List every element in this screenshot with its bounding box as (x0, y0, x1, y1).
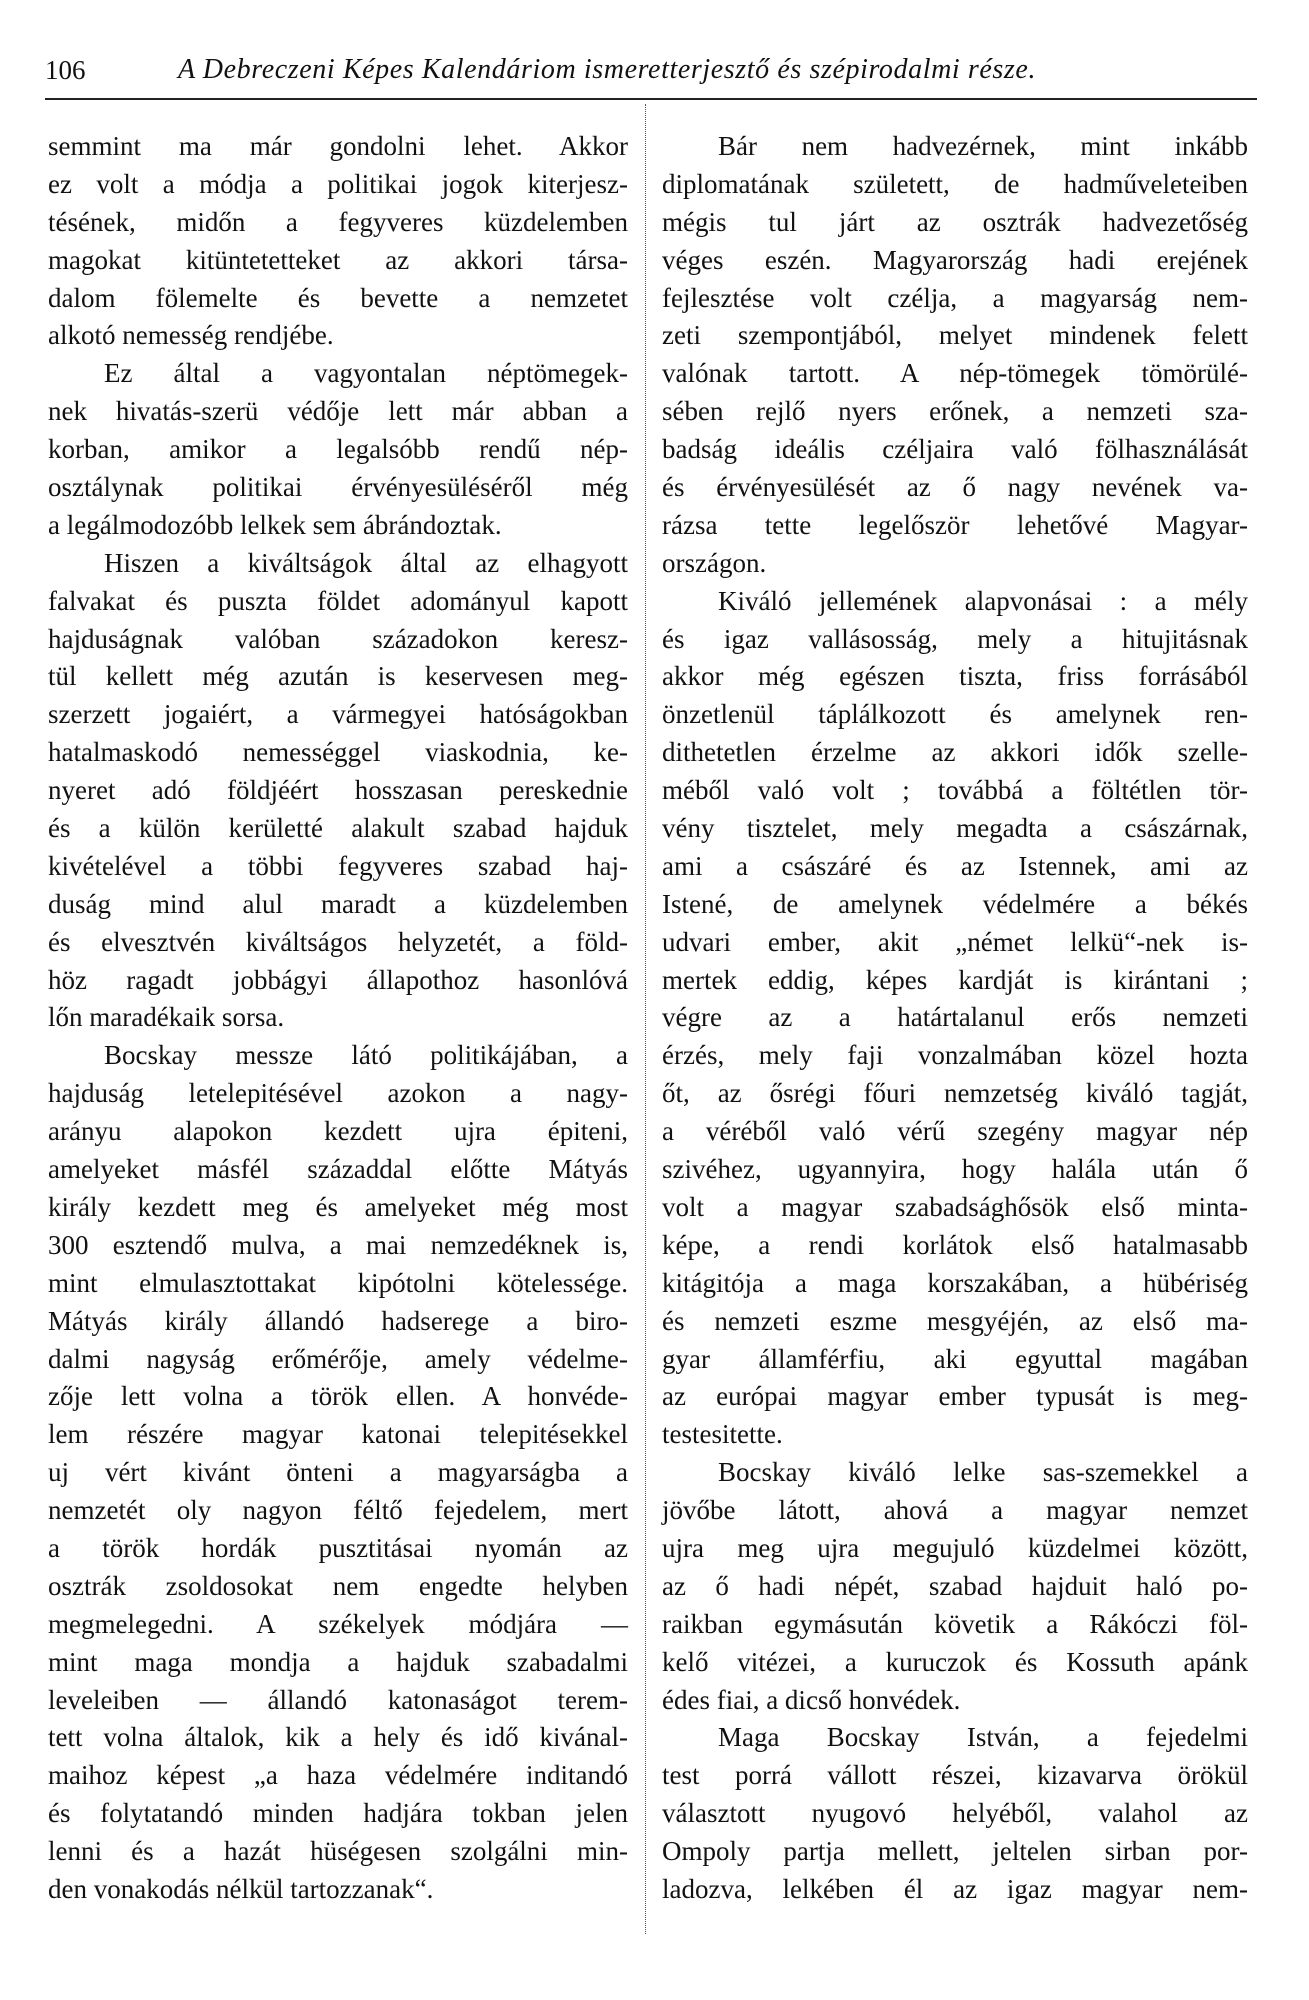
text-line: fejlesztése volt czélja, a magyarság nem- (662, 282, 1248, 313)
text-line: hatalmaskodó nemességgel viaskodnia, ke- (48, 737, 628, 768)
text-line: lenni és a hazát hüségesen szolgálni min- (48, 1836, 628, 1867)
left-column (48, 128, 628, 1909)
text-line: képe, a rendi korlátok első hatalmasabb (662, 1229, 1248, 1260)
text-line: zője lett volna a török ellen. A honvéde- (48, 1381, 628, 1412)
page-number: 106 (45, 55, 86, 85)
text-line: tésének, midőn a fegyveres küzdelemben (48, 206, 628, 237)
text-line: den vonakodás nélkül tartozzanak“. (48, 1873, 434, 1904)
text-line: testesitette. (662, 1419, 783, 1450)
text-line: Maga Bocskay István, a fejedelmi (718, 1722, 1248, 1753)
text-line: ujra meg ujra megujuló küzdelmei között, (662, 1532, 1248, 1563)
text-line: hajduság letelepitésével azokon a nagy- (48, 1078, 628, 1109)
text-line: kelő vitézei, a kuruczok és Kossuth apánk (662, 1646, 1248, 1677)
text-line: szivéhez, ugyannyira, hogy halála után ő (662, 1154, 1248, 1185)
text-line: és igaz vallásosság, mely a hitujitásnak (662, 623, 1248, 654)
page-header (45, 50, 1257, 90)
text-line: érzés, mely faji vonzalmában közel hozta (662, 1040, 1248, 1071)
text-line: nyeret adó földjéért hosszasan pereskednie (48, 775, 628, 806)
text-line: kivételével a többi fegyveres szabad haj- (48, 850, 628, 881)
text-line: és érvényesülését az ő nagy nevének va- (662, 472, 1248, 503)
text-line: hajduságnak valóban századokon keresz- (48, 623, 628, 654)
text-line: őt, az ősrégi főuri nemzetség kiváló tagját, (662, 1078, 1248, 1109)
text-line: Bocskay kiváló lelke sas-szemekkel a (718, 1457, 1248, 1488)
text-line: mint elmulasztottakat kipótolni kötelessége. (48, 1267, 628, 1298)
text-line: vény tisztelet, mely megadta a császárnak, (662, 813, 1248, 844)
text-line: udvari ember, akit „német lelkü“-nek is- (662, 926, 1248, 957)
text-line: Istené, de amelynek védelmére a békés (662, 888, 1248, 919)
text-line: nemzetét oly nagyon féltő fejedelem, mert (48, 1495, 628, 1526)
text-line: édes fiai, a dicső honvédek. (662, 1684, 961, 1715)
text-line: végre az a határtalanul erős nemzeti (662, 1002, 1248, 1033)
text-line: 300 esztendő mulva, a mai nemzedéknek is, (48, 1229, 628, 1260)
text-line: duság mind alul maradt a küzdelemben (48, 888, 628, 919)
text-line: a legálmodozóbb lelkek sem ábrándoztak. (48, 509, 502, 540)
text-line: önzetlenül táplálkozott és amelynek ren- (662, 699, 1248, 730)
text-line: Bocskay messze látó politikájában, a (104, 1040, 628, 1071)
text-line: dalmi nagyság erőmérője, amely védelme- (48, 1343, 628, 1374)
text-line: és a külön kerületté alakult szabad hajduk (48, 813, 628, 844)
text-line: ladozva, lelkében él az igaz magyar nem- (662, 1873, 1248, 1904)
text-line: osztrák zsoldosokat nem engedte helyben (48, 1570, 628, 1601)
text-line: falvakat és puszta földet adományul kapott (48, 585, 628, 616)
text-line: valónak tartott. A nép-tömegek tömörülé- (662, 358, 1248, 389)
text-line: amelyeket másfél századdal előtte Mátyás (48, 1154, 628, 1185)
text-line: badság ideális czéljaira való fölhasználását (662, 434, 1248, 465)
text-line: Mátyás király állandó hadserege a biro- (48, 1305, 628, 1336)
text-line: Kiváló jellemének alapvonásai : a mély (718, 585, 1248, 616)
text-line: megmelegedni. A székelyek módjára — (48, 1608, 628, 1639)
text-line: uj vért kivánt önteni a magyarságba a (48, 1457, 628, 1488)
text-line: a török hordák pusztitásai nyomán az (48, 1532, 628, 1563)
text-line: országon. (662, 547, 767, 578)
text-line: az európai magyar ember typusát is meg- (662, 1381, 1248, 1412)
text-line: mégis tul járt az osztrák hadvezetőség (662, 206, 1248, 237)
text-line: maihoz képest „a haza védelmére inditandó (48, 1760, 628, 1791)
text-line: akkor még egészen tiszta, friss forrásából (662, 661, 1248, 692)
text-line: kitágitója a maga korszakában, a hübériség (662, 1267, 1248, 1298)
header-rule (45, 98, 1257, 100)
column-divider (645, 104, 646, 1934)
text-line: alkotó nemesség rendjébe. (48, 320, 334, 351)
text-line: és folytatandó minden hadjára tokban jelen (48, 1798, 628, 1829)
text-line: véges eszén. Magyarország hadi erejének (662, 244, 1248, 275)
text-line: a véréből való vérű szegény magyar nép (662, 1116, 1248, 1147)
text-line: lőn maradékaik sorsa. (48, 1002, 285, 1033)
text-line: diplomatának született, de hadműveleteiben (662, 168, 1248, 199)
text-line: korban, amikor a legalsóbb rendű nép- (48, 434, 628, 465)
text-line: Ompoly partja mellett, jeltelen sirban por- (662, 1836, 1248, 1867)
text-line: szerzett jogaiért, a vármegyei hatóságokban (48, 699, 628, 730)
text-line: test porrá vállott részei, kizavarva örökül (662, 1760, 1248, 1791)
text-line: Bár nem hadvezérnek, mint inkább (718, 131, 1248, 161)
text-line: dithetetlen érzelme az akkori idők szelle- (662, 737, 1248, 768)
text-line: ami a császáré és az Istennek, ami az (662, 850, 1248, 881)
text-line: méből való volt ; továbbá a föltétlen tör- (662, 775, 1248, 806)
text-line: osztálynak politikai érvényesüléséről még (48, 472, 628, 503)
text-line: nek hivatás-szerü védője lett már abban a (48, 396, 628, 427)
text-line: Hiszen a kiváltságok által az elhagyott (104, 547, 628, 578)
text-line: tett volna általok, kik a hely és idő kivánal- (48, 1722, 628, 1753)
text-line: választott nyugovó helyéből, valahol az (662, 1798, 1248, 1829)
text-line: höz ragadt jobbágyi állapothoz hasonlóvá (48, 964, 628, 995)
text-line: jövőbe látott, ahová a magyar nemzet (662, 1495, 1248, 1526)
text-line: leveleiben — állandó katonaságot terem- (48, 1684, 628, 1715)
text-line: lem részére magyar katonai telepitésekkel (48, 1419, 628, 1450)
text-line: raikban egymásután követik a Rákóczi föl- (662, 1608, 1248, 1639)
text-line: mertek eddig, képes kardját is kirántani ; (662, 964, 1248, 995)
text-line: ez volt a módja a politikai jogok kiterjesz- (48, 168, 628, 199)
text-line: semmint ma már gondolni lehet. Akkor (48, 131, 628, 161)
text-line: Ez által a vagyontalan néptömegek- (104, 358, 628, 389)
text-line: gyar államférfiu, aki egyuttal magában (662, 1343, 1248, 1374)
text-line: rázsa tette legelőször lehetővé Magyar- (662, 509, 1248, 540)
text-line: és elvesztvén kiváltságos helyzetét, a föld- (48, 926, 628, 957)
text-line: arányu alapokon kezdett ujra épiteni, (48, 1116, 628, 1147)
text-line: király kezdett meg és amelyeket még most (48, 1191, 628, 1222)
right-column (662, 128, 1248, 1909)
text-line: mint maga mondja a hajduk szabadalmi (48, 1646, 628, 1677)
text-line: tül kellett még azután is keservesen meg- (48, 661, 628, 692)
text-line: zeti szempontjából, melyet mindenek felett (662, 320, 1248, 351)
text-line: volt a magyar szabadsághősök első minta- (662, 1191, 1248, 1222)
text-line: magokat kitüntetetteket az akkori társa- (48, 244, 628, 275)
text-line: és nemzeti eszme mesgyéjén, az első ma- (662, 1305, 1248, 1336)
text-line: az ő hadi népét, szabad hajduit haló po- (662, 1570, 1248, 1601)
text-line: dalom fölemelte és bevette a nemzetet (48, 282, 628, 313)
running-title: A Debreczeni Képes Kalendáriom ismeretterjesztő és szépirodalmi része. (178, 54, 1037, 85)
text-line: sében rejlő nyers erőnek, a nemzeti sza- (662, 396, 1248, 427)
